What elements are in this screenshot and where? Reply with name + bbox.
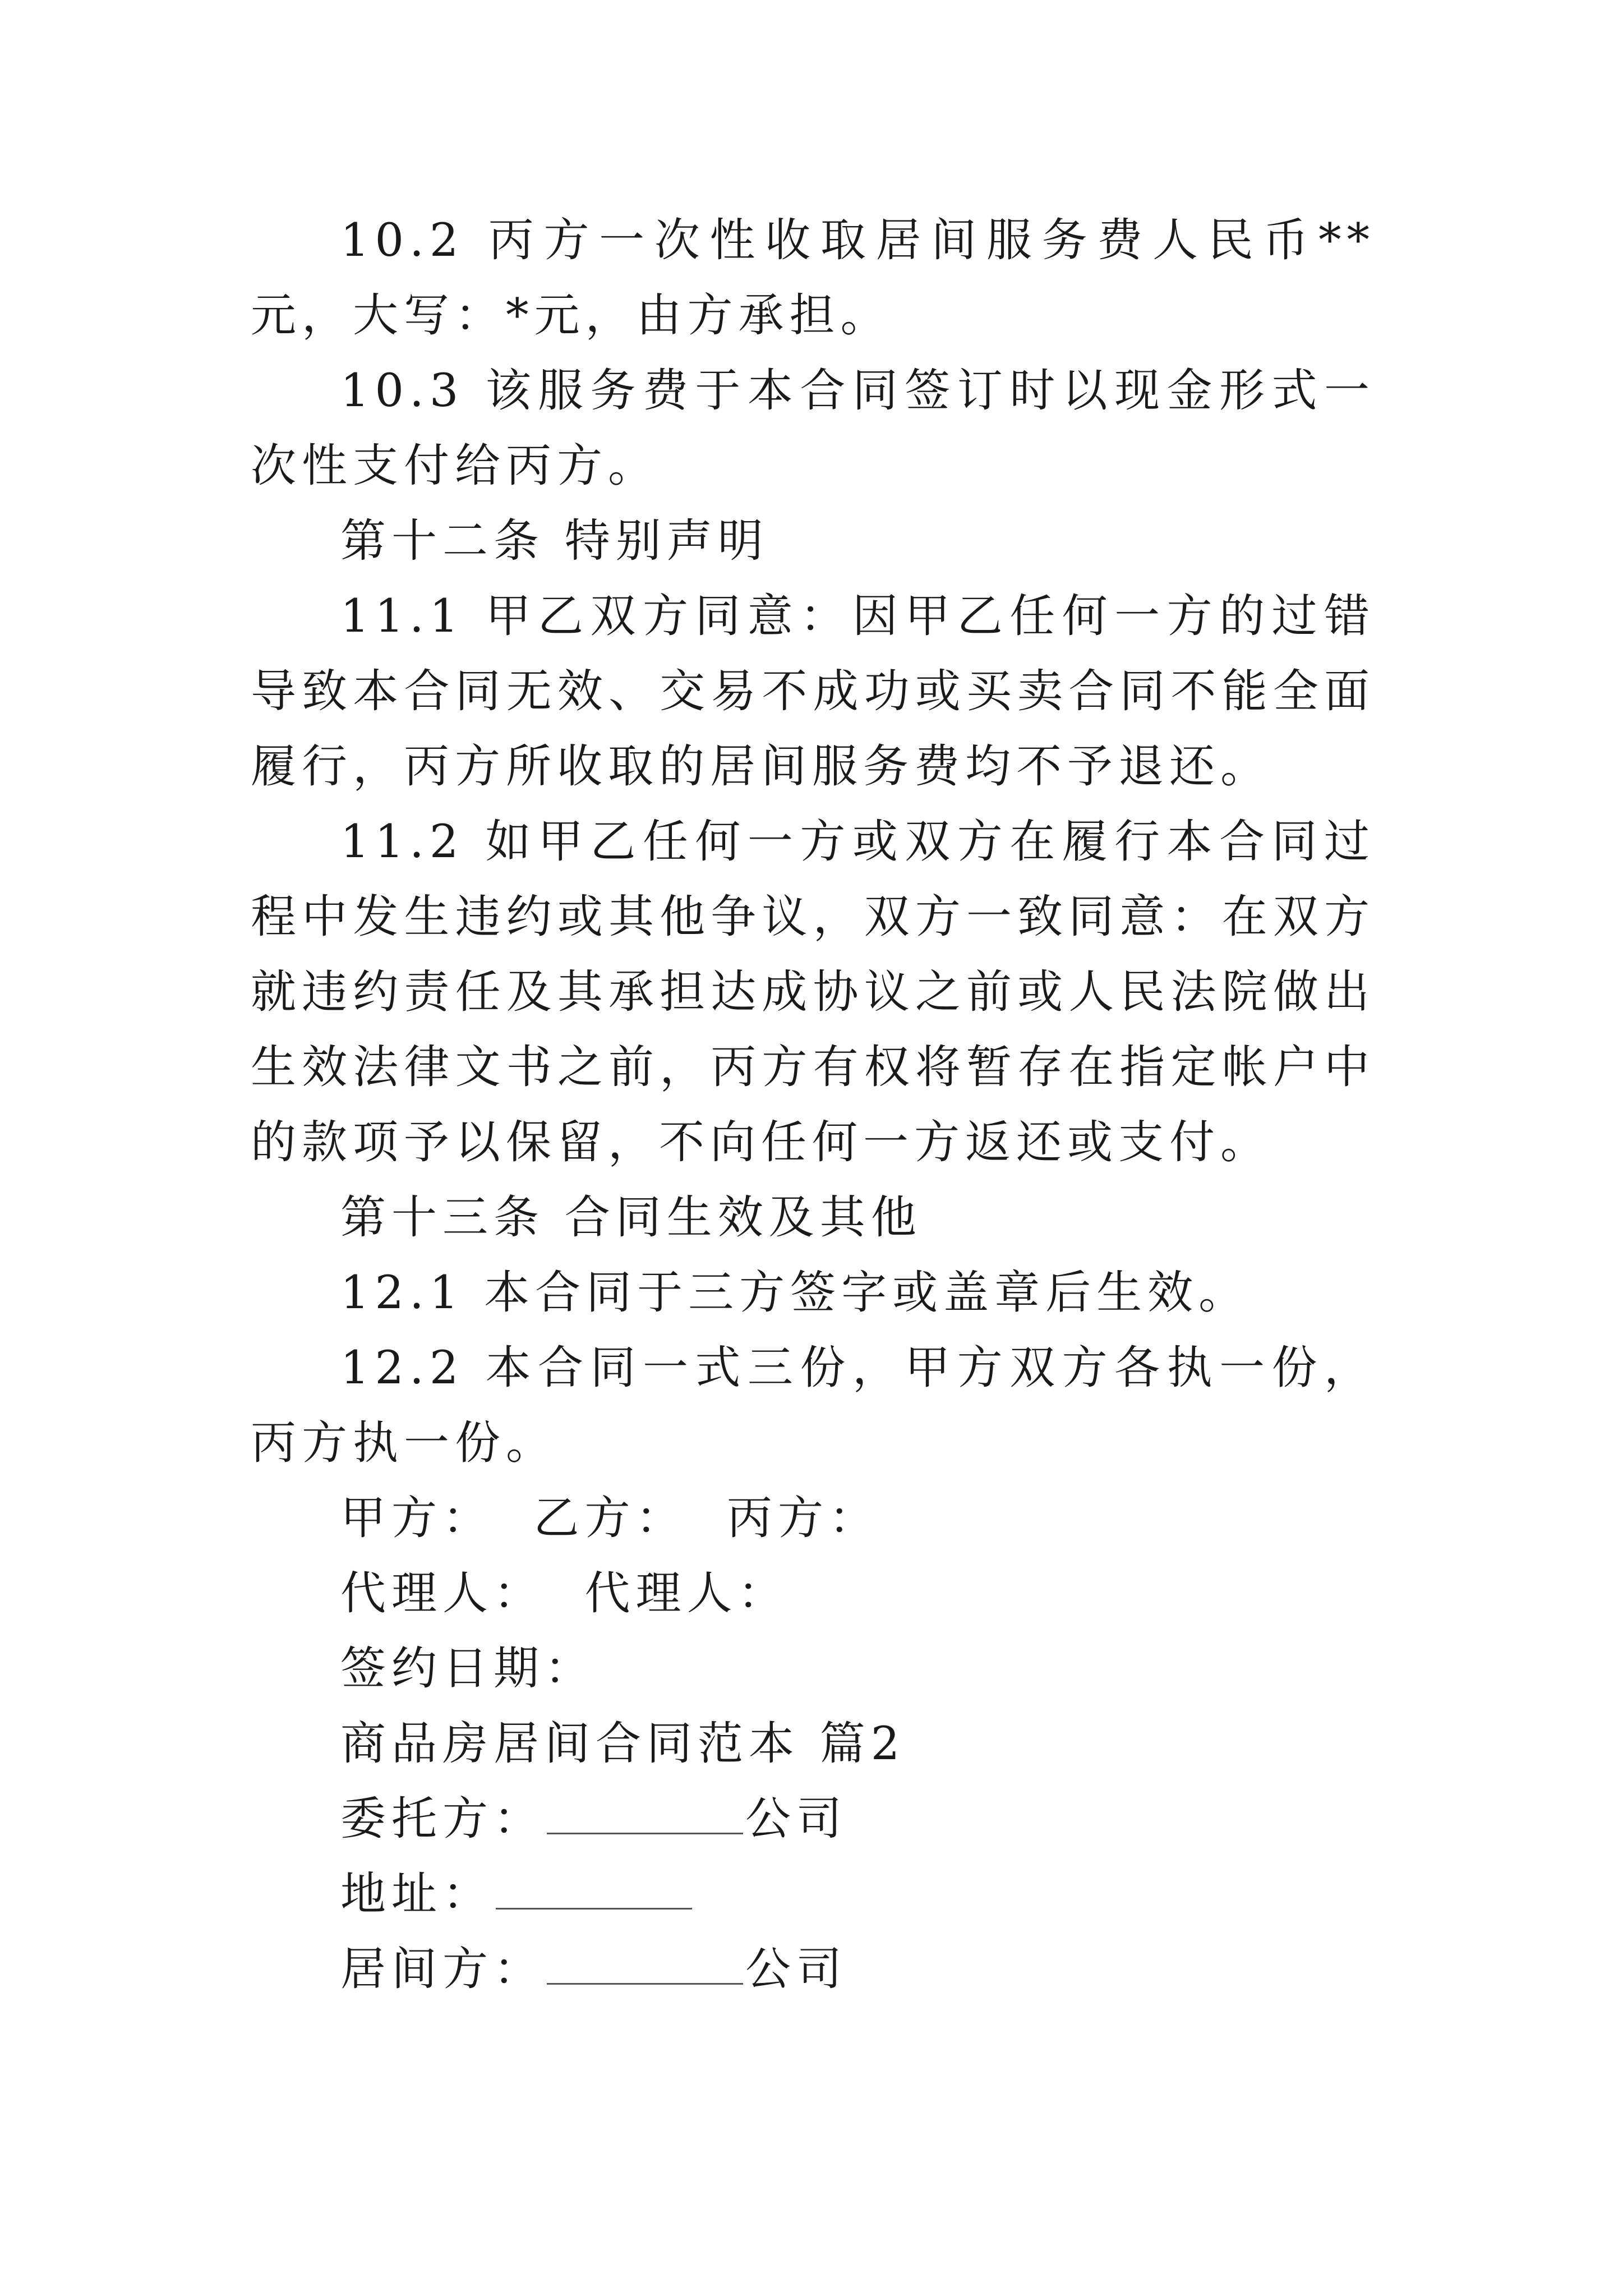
signature-parties-line: 甲方： 乙方： 丙方： xyxy=(340,1492,880,1545)
client-label: 委托方： xyxy=(340,1793,545,1846)
address-blank xyxy=(496,1869,692,1910)
broker-suffix: 公司 xyxy=(745,1943,848,1996)
broker-name-blank xyxy=(547,1944,743,1985)
clause-12-2: 12.2 本合同一式三份，甲方双方各执一份，丙方执一份。 xyxy=(251,1342,1375,1470)
client-name-blank xyxy=(547,1793,743,1834)
broker-field xyxy=(251,1932,1375,2007)
clause-12-1: 12.1 本合同于三方签字或盖章后生效。 xyxy=(340,1267,1250,1319)
client-suffix: 公司 xyxy=(745,1793,848,1846)
broker-label: 居间方： xyxy=(340,1943,545,1996)
clause-11-2: 11.2 如甲乙任何一方或双方在履行本合同过程中发生违约或其他争议，双方一致同意：在双方就违约责任及其承担达成协议之前或人民法院做出生效法律文书之前，丙方有权将暂存在指定帐户中的款项予以保留，不向任何一方返还或支付。 xyxy=(251,816,1375,1169)
clause-10-2: 10.2 丙方一次性收取居间服务费人民币**元，大写：*元，由方承担。 xyxy=(251,214,1375,342)
clause-11-1: 11.1 甲乙双方同意：因甲乙任何一方的过错导致本合同无效、交易不成功或买卖合同不能全面履行，丙方所收取的居间服务费均不予退还。 xyxy=(251,590,1375,793)
address-field xyxy=(251,1857,1375,1932)
signature-agents-line: 代理人： 代理人： xyxy=(340,1567,789,1620)
clause-10-3: 10.3 该服务费于本合同签订时以现金形式一次性支付给丙方。 xyxy=(251,365,1375,493)
client-field xyxy=(251,1782,1375,1857)
document-body xyxy=(251,203,1375,2007)
article-13-heading: 第十三条 合同生效及其他 xyxy=(340,1191,922,1244)
article-12-heading: 第十二条 特别声明 xyxy=(340,515,769,568)
address-label: 地址： xyxy=(340,1868,494,1921)
section-title: 商品房居间合同范本 篇2 xyxy=(340,1718,906,1770)
signature-date-label: 签约日期： xyxy=(340,1642,596,1695)
